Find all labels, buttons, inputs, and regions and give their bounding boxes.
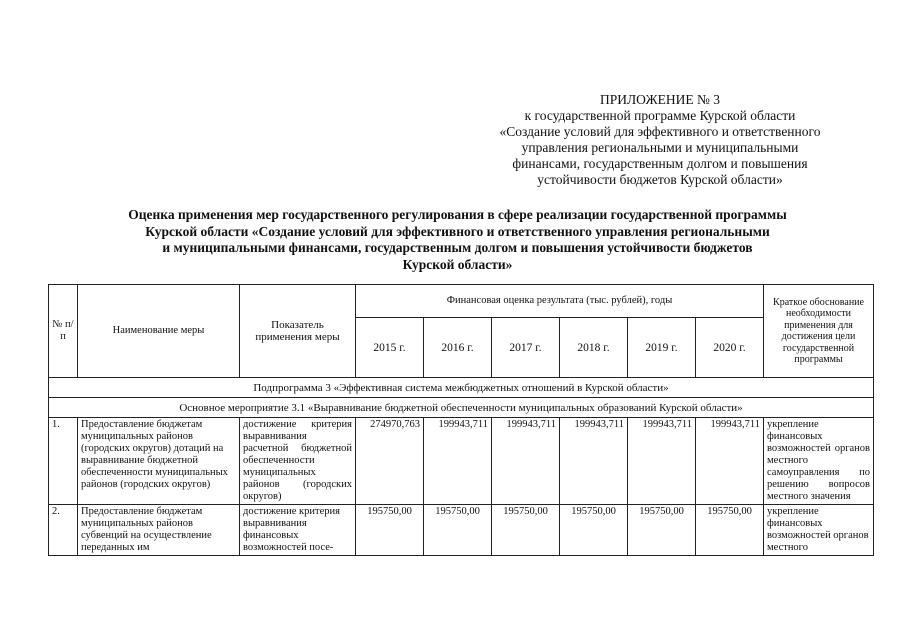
header-indicator: Показатель применения меры (240, 285, 356, 378)
appendix-line: управления региональными и муниципальными (521, 140, 799, 155)
header-year: 2015 г. (356, 318, 424, 378)
title-line: Курской области «Создание условий для эффективного и ответственного управления региональными (145, 223, 770, 239)
header-year: 2016 г. (424, 318, 492, 378)
header-name: Наименование меры (78, 285, 240, 378)
header-year: 2020 г. (696, 318, 764, 378)
header-year: 2018 г. (560, 318, 628, 378)
value-cell: 195750,00 (696, 505, 764, 556)
header-finance: Финансовая оценка результата (тыс. рублей), годы (356, 285, 764, 318)
subprogram-row (49, 378, 874, 398)
value-cell: 195750,00 (356, 505, 424, 556)
regulation-measures-table (48, 284, 874, 556)
measure-justification: укрепление финансовых возможностей органов местного самоуправления по решению вопросов местного значения (764, 418, 874, 505)
appendix-line: к государственной программе Курской области (524, 108, 796, 123)
title-line: Оценка применения мер государственного регулирования в сфере реализации государственной программы (128, 207, 787, 222)
header-year: 2017 г. (492, 318, 560, 378)
appendix-line: устойчивости бюджетов Курской области» (537, 172, 783, 187)
value-cell: 199943,711 (560, 418, 628, 505)
appendix-line: ПРИЛОЖЕНИЕ № 3 (599, 92, 721, 107)
table-row (49, 418, 874, 505)
header-justification: Краткое обоснование необходимости применения для достижения цели государственной программы (764, 285, 874, 378)
value-cell: 199943,711 (628, 418, 696, 505)
value-cell: 195750,00 (424, 505, 492, 556)
value-cell: 195750,00 (628, 505, 696, 556)
table-row (49, 505, 874, 556)
main-event-title: Основное мероприятие 3.1 «Выравнивание бюджетной обеспеченности муниципальных образований Курской области» (49, 398, 874, 418)
document-title (40, 207, 875, 273)
value-cell: 199943,711 (424, 418, 492, 505)
measure-name: Предоставление бюджетам муниципальных районов субвенций на осуществление переданных им (78, 505, 240, 556)
header-num: № п/п (49, 285, 78, 378)
measure-indicator: достижение критерия выравнивания финансовых возможностей посе- (240, 505, 356, 556)
value-cell: 199943,711 (696, 418, 764, 505)
value-cell: 199943,711 (492, 418, 560, 505)
measure-justification: укрепление финансовых возможностей органов местного (764, 505, 874, 556)
header-row (49, 285, 874, 318)
appendix-line: «Создание условий для эффективного и ответственного (499, 124, 821, 139)
title-line: Курской области» (402, 256, 513, 272)
header-year: 2019 г. (628, 318, 696, 378)
measure-indicator: достижение критерия выравнивания расчетной бюджетной обеспеченности муниципальных районов (городских округов) (240, 418, 356, 505)
value-cell: 195750,00 (560, 505, 628, 556)
row-num: 2. (49, 505, 78, 556)
subprogram-title: Подпрограмма 3 «Эффективная система межбюджетных отношений в Курской области» (49, 378, 874, 398)
appendix-block (455, 92, 865, 188)
appendix-line: финансами, государственным долгом и повышения (512, 156, 808, 171)
value-cell: 274970,763 (356, 418, 424, 505)
row-num: 1. (49, 418, 78, 505)
title-line: и муниципальными финансами, государственным долгом и повышения устойчивости бюджетов (162, 240, 753, 255)
measure-name: Предоставление бюджетам муниципальных районов (городских округов) дотаций на выравнивание бюджетной обеспеченности муниципальных районов (городских округов) (78, 418, 240, 505)
main-event-row (49, 398, 874, 418)
value-cell: 195750,00 (492, 505, 560, 556)
